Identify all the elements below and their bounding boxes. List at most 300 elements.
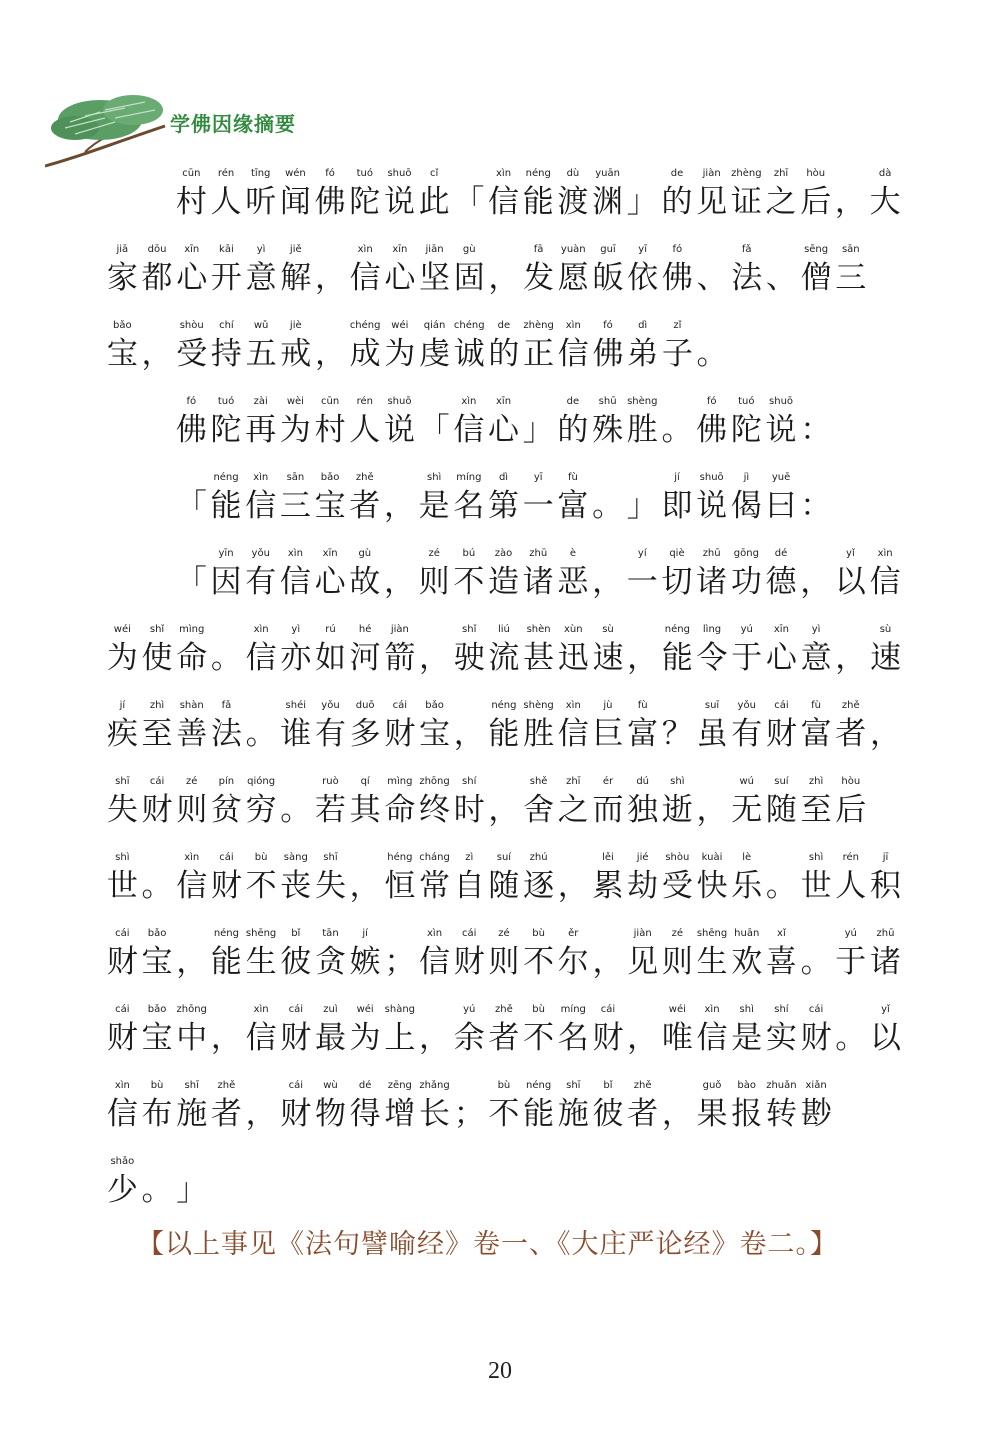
ruby-char (660, 396, 695, 448)
pinyin: lè (742, 852, 752, 863)
hanzi: 信 (245, 1020, 277, 1056)
pinyin: dà (878, 168, 892, 179)
ruby-char (140, 1004, 175, 1056)
pinyin: chéng (453, 320, 485, 331)
ruby-char (764, 548, 799, 600)
pinyin: fó (603, 320, 613, 331)
text-line (174, 150, 902, 220)
hanzi: 人 (835, 868, 867, 904)
hanzi: ， (488, 260, 520, 296)
hanzi: 随 (765, 792, 797, 828)
hanzi: 一 (626, 564, 658, 600)
hanzi: 因 (210, 564, 242, 600)
hanzi: 信 (279, 564, 311, 600)
hanzi: 故 (349, 564, 381, 600)
hanzi: 财 (106, 944, 138, 980)
hanzi: 为 (384, 336, 416, 372)
ruby-char (590, 472, 625, 524)
hanzi: ， (419, 640, 451, 676)
pinyin: wéi (668, 1004, 686, 1015)
pinyin: sān (841, 244, 860, 255)
text-line (105, 986, 903, 1056)
pinyin: dé (774, 548, 788, 559)
ruby-char (348, 320, 383, 372)
pinyin: jí (362, 928, 368, 939)
pinyin: bú (462, 548, 476, 559)
hanzi: 即 (661, 488, 693, 524)
ruby-char (521, 1004, 556, 1056)
hanzi: 。 (280, 792, 312, 828)
ruby-char (313, 244, 348, 296)
ruby-char (625, 776, 660, 828)
hanzi: 诚 (453, 336, 485, 372)
ruby-char (729, 1004, 764, 1056)
ruby-char (417, 168, 452, 220)
pinyin: néng (525, 168, 551, 179)
hanzi: 布 (141, 1096, 173, 1132)
pinyin: sān (286, 472, 305, 483)
pinyin: shì (808, 852, 824, 863)
ruby-char (174, 928, 209, 980)
pinyin: tuó (738, 396, 755, 407)
pinyin: sēng (804, 244, 829, 255)
ruby-char (348, 244, 383, 296)
pinyin: shī (115, 776, 130, 787)
pinyin: ér (602, 776, 614, 787)
ruby-char (868, 1004, 903, 1056)
ruby-char (764, 1080, 799, 1132)
hanzi: 舍 (523, 792, 555, 828)
hanzi: 财 (210, 868, 242, 904)
ruby-char (729, 1080, 764, 1132)
hanzi: 逝 (661, 792, 693, 828)
ruby-char (140, 320, 175, 372)
hanzi: 切 (661, 564, 693, 600)
ruby-char (521, 700, 556, 752)
hanzi: 则 (488, 944, 520, 980)
hanzi: 胜 (626, 412, 658, 448)
ruby-char (105, 1004, 140, 1056)
ruby-char (174, 168, 209, 220)
ruby-char (695, 624, 730, 676)
pinyin: fó (325, 168, 335, 179)
pinyin: fó (672, 244, 683, 255)
ruby-char (452, 624, 487, 676)
hanzi: 、 (765, 260, 797, 296)
pinyin: zé (428, 548, 440, 559)
pinyin: yǐ (846, 548, 855, 559)
hanzi: 说 (383, 184, 415, 220)
pinyin: xìn (565, 320, 581, 331)
pinyin: zēng (387, 1080, 412, 1091)
ruby-char (625, 548, 660, 600)
pinyin: xùn (563, 624, 583, 635)
ruby-char (105, 928, 140, 980)
pinyin: fù (567, 472, 578, 483)
pinyin: bǎo (147, 1004, 167, 1015)
pinyin: tuó (217, 396, 235, 407)
hanzi: 造 (488, 564, 520, 600)
hanzi: 大 (869, 184, 901, 220)
ruby-char (764, 852, 799, 904)
hanzi: 僧 (800, 260, 832, 296)
ruby-char (383, 624, 418, 676)
ruby-char (244, 1004, 279, 1056)
ruby-char (105, 776, 140, 828)
pinyin: bǎo (113, 320, 132, 331)
ruby-char (383, 244, 418, 296)
hanzi: 多 (349, 716, 381, 752)
pinyin: zhě (355, 472, 374, 483)
pinyin: xìn (565, 700, 581, 711)
hanzi: 者 (349, 488, 381, 524)
ruby-char (798, 168, 833, 220)
ruby-char (174, 1080, 209, 1132)
pinyin: shòu (179, 320, 204, 331)
ruby-char (383, 1004, 418, 1056)
pinyin: bǎo (320, 472, 340, 483)
ruby-char (417, 624, 452, 676)
hanzi: 正 (523, 336, 555, 372)
pinyin: shàn (179, 700, 204, 711)
pinyin: de (497, 320, 511, 331)
ruby-char (174, 396, 209, 448)
hanzi: 财 (453, 944, 485, 980)
hanzi: 箭 (384, 640, 416, 676)
pinyin: xìn (427, 928, 443, 939)
hanzi: 有 (314, 716, 346, 752)
pinyin: sù (879, 624, 892, 635)
pinyin: kāi (219, 244, 234, 255)
hanzi: 虔 (419, 336, 451, 372)
hanzi: 人 (210, 184, 242, 220)
ruby-char (729, 624, 764, 676)
hanzi: 信 (557, 716, 589, 752)
ruby-char (209, 244, 244, 296)
hanzi: 说 (696, 488, 728, 524)
ruby-char (209, 624, 244, 676)
hanzi: ， (627, 1020, 659, 1056)
ruby-char (383, 1080, 418, 1132)
pinyin: chí (219, 320, 234, 331)
ruby-char (521, 928, 556, 980)
pinyin: xìn (253, 472, 269, 483)
ruby-char (140, 1156, 175, 1208)
pinyin: jiè (289, 320, 302, 331)
hanzi: 财 (280, 1096, 312, 1132)
hanzi: 财 (280, 1020, 312, 1056)
pinyin: zào (494, 548, 513, 559)
ruby-char (521, 396, 556, 448)
hanzi: 常 (419, 868, 451, 904)
ruby-char (521, 472, 556, 524)
hanzi: 如 (314, 640, 346, 676)
ruby-char (348, 776, 383, 828)
ruby-char (694, 168, 729, 220)
ruby-char (313, 548, 348, 600)
ruby-char (347, 472, 382, 524)
ruby-char (625, 1080, 660, 1132)
pinyin: shì (115, 852, 130, 863)
ruby-char (660, 624, 695, 676)
pinyin: yuàn (560, 244, 586, 255)
pinyin: xīn (184, 244, 200, 255)
hanzi: 者 (488, 1020, 520, 1056)
hanzi: ， (835, 640, 867, 676)
ruby-char (487, 320, 522, 372)
pinyin: zhèng (523, 320, 554, 331)
hanzi: 信 (488, 184, 520, 220)
ruby-char (105, 1080, 140, 1132)
hanzi: 者 (210, 1096, 242, 1132)
pinyin: shèng (627, 396, 658, 407)
ruby-char (868, 624, 903, 676)
hanzi: 陀 (349, 184, 381, 220)
hanzi: 诸 (696, 564, 728, 600)
hanzi: 信 (419, 944, 451, 980)
hanzi: 宝 (314, 488, 346, 524)
ruby-char (278, 168, 313, 220)
pinyin: rén (356, 396, 373, 407)
pinyin: zhì (808, 776, 824, 787)
ruby-char (313, 1004, 348, 1056)
ruby-char (278, 624, 313, 676)
ruby-char (521, 244, 556, 296)
pinyin: xìn (357, 244, 373, 255)
pinyin: zhèng (731, 168, 762, 179)
pinyin: zuì (323, 1004, 338, 1015)
hanzi: 丧 (280, 868, 312, 904)
ruby-char (833, 776, 868, 828)
text-line (174, 454, 833, 524)
ruby-char (521, 852, 556, 904)
hanzi: 果 (696, 1096, 728, 1132)
ruby-char (694, 472, 729, 524)
pinyin: shí (462, 776, 477, 787)
ruby-char (486, 472, 521, 524)
ruby-char (729, 396, 764, 448)
pinyin: yí (637, 548, 647, 559)
hanzi: 。 (800, 944, 832, 980)
ruby-char (174, 776, 209, 828)
pinyin: shì (670, 776, 685, 787)
pinyin: shǐ (149, 624, 165, 635)
pinyin: shàng (384, 1004, 416, 1015)
pinyin: jié (636, 852, 649, 863)
ruby-char (868, 928, 903, 980)
ruby-char (209, 700, 244, 752)
pinyin: shí (774, 1004, 789, 1015)
pinyin: yuān (595, 168, 620, 179)
ruby-char (799, 1004, 834, 1056)
ruby-char (383, 928, 418, 980)
hanzi: 不 (523, 944, 555, 980)
hanzi: ， (419, 1020, 451, 1056)
ruby-char (278, 700, 313, 752)
ruby-char (105, 244, 140, 296)
pinyin: jiàn (390, 624, 409, 635)
hanzi: 第 (488, 488, 520, 524)
ruby-char (452, 168, 487, 220)
hanzi: 闻 (279, 184, 311, 220)
hanzi: ， (349, 868, 381, 904)
ruby-char (695, 320, 730, 372)
pinyin: ruò (322, 776, 339, 787)
hanzi: 宝 (141, 944, 173, 980)
ruby-char (209, 396, 244, 448)
hanzi: 是 (418, 488, 450, 524)
pinyin: zhě (841, 700, 860, 711)
ruby-char (278, 852, 313, 904)
pinyin: wén (285, 168, 306, 179)
pinyin: fǎ (741, 244, 752, 255)
hanzi: 证 (730, 184, 762, 220)
ruby-char (313, 396, 348, 448)
hanzi: ， (557, 868, 589, 904)
hanzi: 富 (557, 488, 589, 524)
ruby-char (487, 244, 522, 296)
pinyin: fó (706, 396, 717, 407)
pinyin: wèi (286, 396, 304, 407)
hanzi: ， (869, 716, 901, 752)
ruby-char (625, 700, 660, 752)
ruby-char (244, 776, 279, 828)
hanzi: 是 (731, 1020, 763, 1056)
ruby-char (278, 472, 313, 524)
ruby-char (799, 852, 834, 904)
pinyin: fā (533, 244, 544, 255)
ruby-char (695, 1004, 730, 1056)
pinyin: bǎo (425, 700, 444, 711)
pinyin: jù (603, 700, 613, 711)
ruby-char (764, 776, 799, 828)
pinyin: wù (323, 1080, 338, 1091)
ruby-char (348, 1080, 383, 1132)
pinyin: zé (498, 928, 510, 939)
ruby-char (521, 548, 556, 600)
ruby-char (140, 1080, 175, 1132)
pinyin: zhuǎn (766, 1080, 797, 1091)
hanzi: 信 (245, 640, 277, 676)
hanzi: 」 (626, 184, 658, 220)
ruby-char (660, 244, 695, 296)
hanzi: 财 (800, 1020, 832, 1056)
ruby-char (348, 700, 383, 752)
ruby-char (591, 1080, 626, 1132)
ruby-char (521, 776, 556, 828)
ruby-char (729, 852, 764, 904)
hanzi: 则 (418, 564, 450, 600)
hanzi: 则 (661, 944, 693, 980)
pinyin: hòu (806, 168, 826, 179)
pinyin: jiàn (633, 928, 652, 939)
hanzi: 财 (106, 1020, 138, 1056)
ruby-char (417, 928, 452, 980)
ruby-char (556, 624, 591, 676)
pinyin: fù (811, 700, 822, 711)
text-line (105, 302, 729, 372)
hanzi: ， (176, 944, 208, 980)
hanzi: 村 (175, 184, 207, 220)
text-line (105, 910, 903, 980)
pinyin: dōu (147, 244, 167, 255)
hanzi: 听 (245, 184, 277, 220)
ruby-char (521, 168, 556, 220)
ruby-char (313, 472, 348, 524)
pinyin: shuō (769, 396, 794, 407)
hanzi: ， (800, 564, 832, 600)
ruby-char (313, 852, 348, 904)
hanzi: ， (834, 184, 866, 220)
ruby-char (591, 700, 626, 752)
hanzi: 积 (869, 868, 901, 904)
ruby-char (625, 1004, 660, 1056)
hanzi: ， (383, 564, 415, 600)
hanzi: ， (314, 336, 346, 372)
pinyin: bǎo (147, 928, 167, 939)
hanzi: 不 (453, 564, 485, 600)
pinyin: shòu (665, 852, 690, 863)
ruby-char (452, 396, 487, 448)
hanzi: 「 (453, 184, 485, 220)
hanzi: 贪 (314, 944, 346, 980)
ruby-char (729, 472, 764, 524)
hanzi: 随 (488, 868, 520, 904)
hanzi: 物 (314, 1096, 346, 1132)
pinyin: jiàn (702, 168, 721, 179)
ruby-char (556, 700, 591, 752)
hanzi: ： (800, 488, 832, 524)
hanzi: 恶 (557, 564, 589, 600)
ruby-char (244, 1080, 279, 1132)
pinyin: zhū (529, 548, 548, 559)
ruby-char (833, 624, 868, 676)
hanzi: ？ (661, 716, 693, 752)
ruby-char (591, 928, 626, 980)
hanzi: 佛 (175, 412, 207, 448)
ruby-char (313, 1080, 348, 1132)
ruby-char (382, 548, 417, 600)
ruby-char (382, 396, 417, 448)
ruby-char (556, 168, 591, 220)
ruby-char (452, 548, 487, 600)
hanzi: ， (592, 564, 624, 600)
pinyin: shǎo (110, 1156, 135, 1167)
ruby-char (591, 1004, 626, 1056)
hanzi: 」 (176, 1172, 208, 1208)
book-title: 学佛因缘摘要 (170, 112, 296, 136)
hanzi: 不 (245, 868, 277, 904)
ruby-char (209, 776, 244, 828)
hanzi: 。 (141, 1172, 173, 1208)
ruby-char (591, 244, 626, 296)
ruby-char (140, 624, 175, 676)
hanzi: 嫉 (349, 944, 381, 980)
pinyin: shě (529, 776, 548, 787)
ruby-char (590, 548, 625, 600)
hanzi: 生 (696, 944, 728, 980)
ruby-char (244, 320, 279, 372)
hanzi: 不 (523, 1020, 555, 1056)
pinyin: zhǎng (419, 1080, 450, 1091)
ruby-char (243, 472, 278, 524)
hanzi: 于 (731, 640, 763, 676)
ruby-char (140, 700, 175, 752)
hanzi: ， (314, 260, 346, 296)
ruby-char (278, 928, 313, 980)
ruby-char (417, 320, 452, 372)
hanzi: 法 (210, 716, 242, 752)
